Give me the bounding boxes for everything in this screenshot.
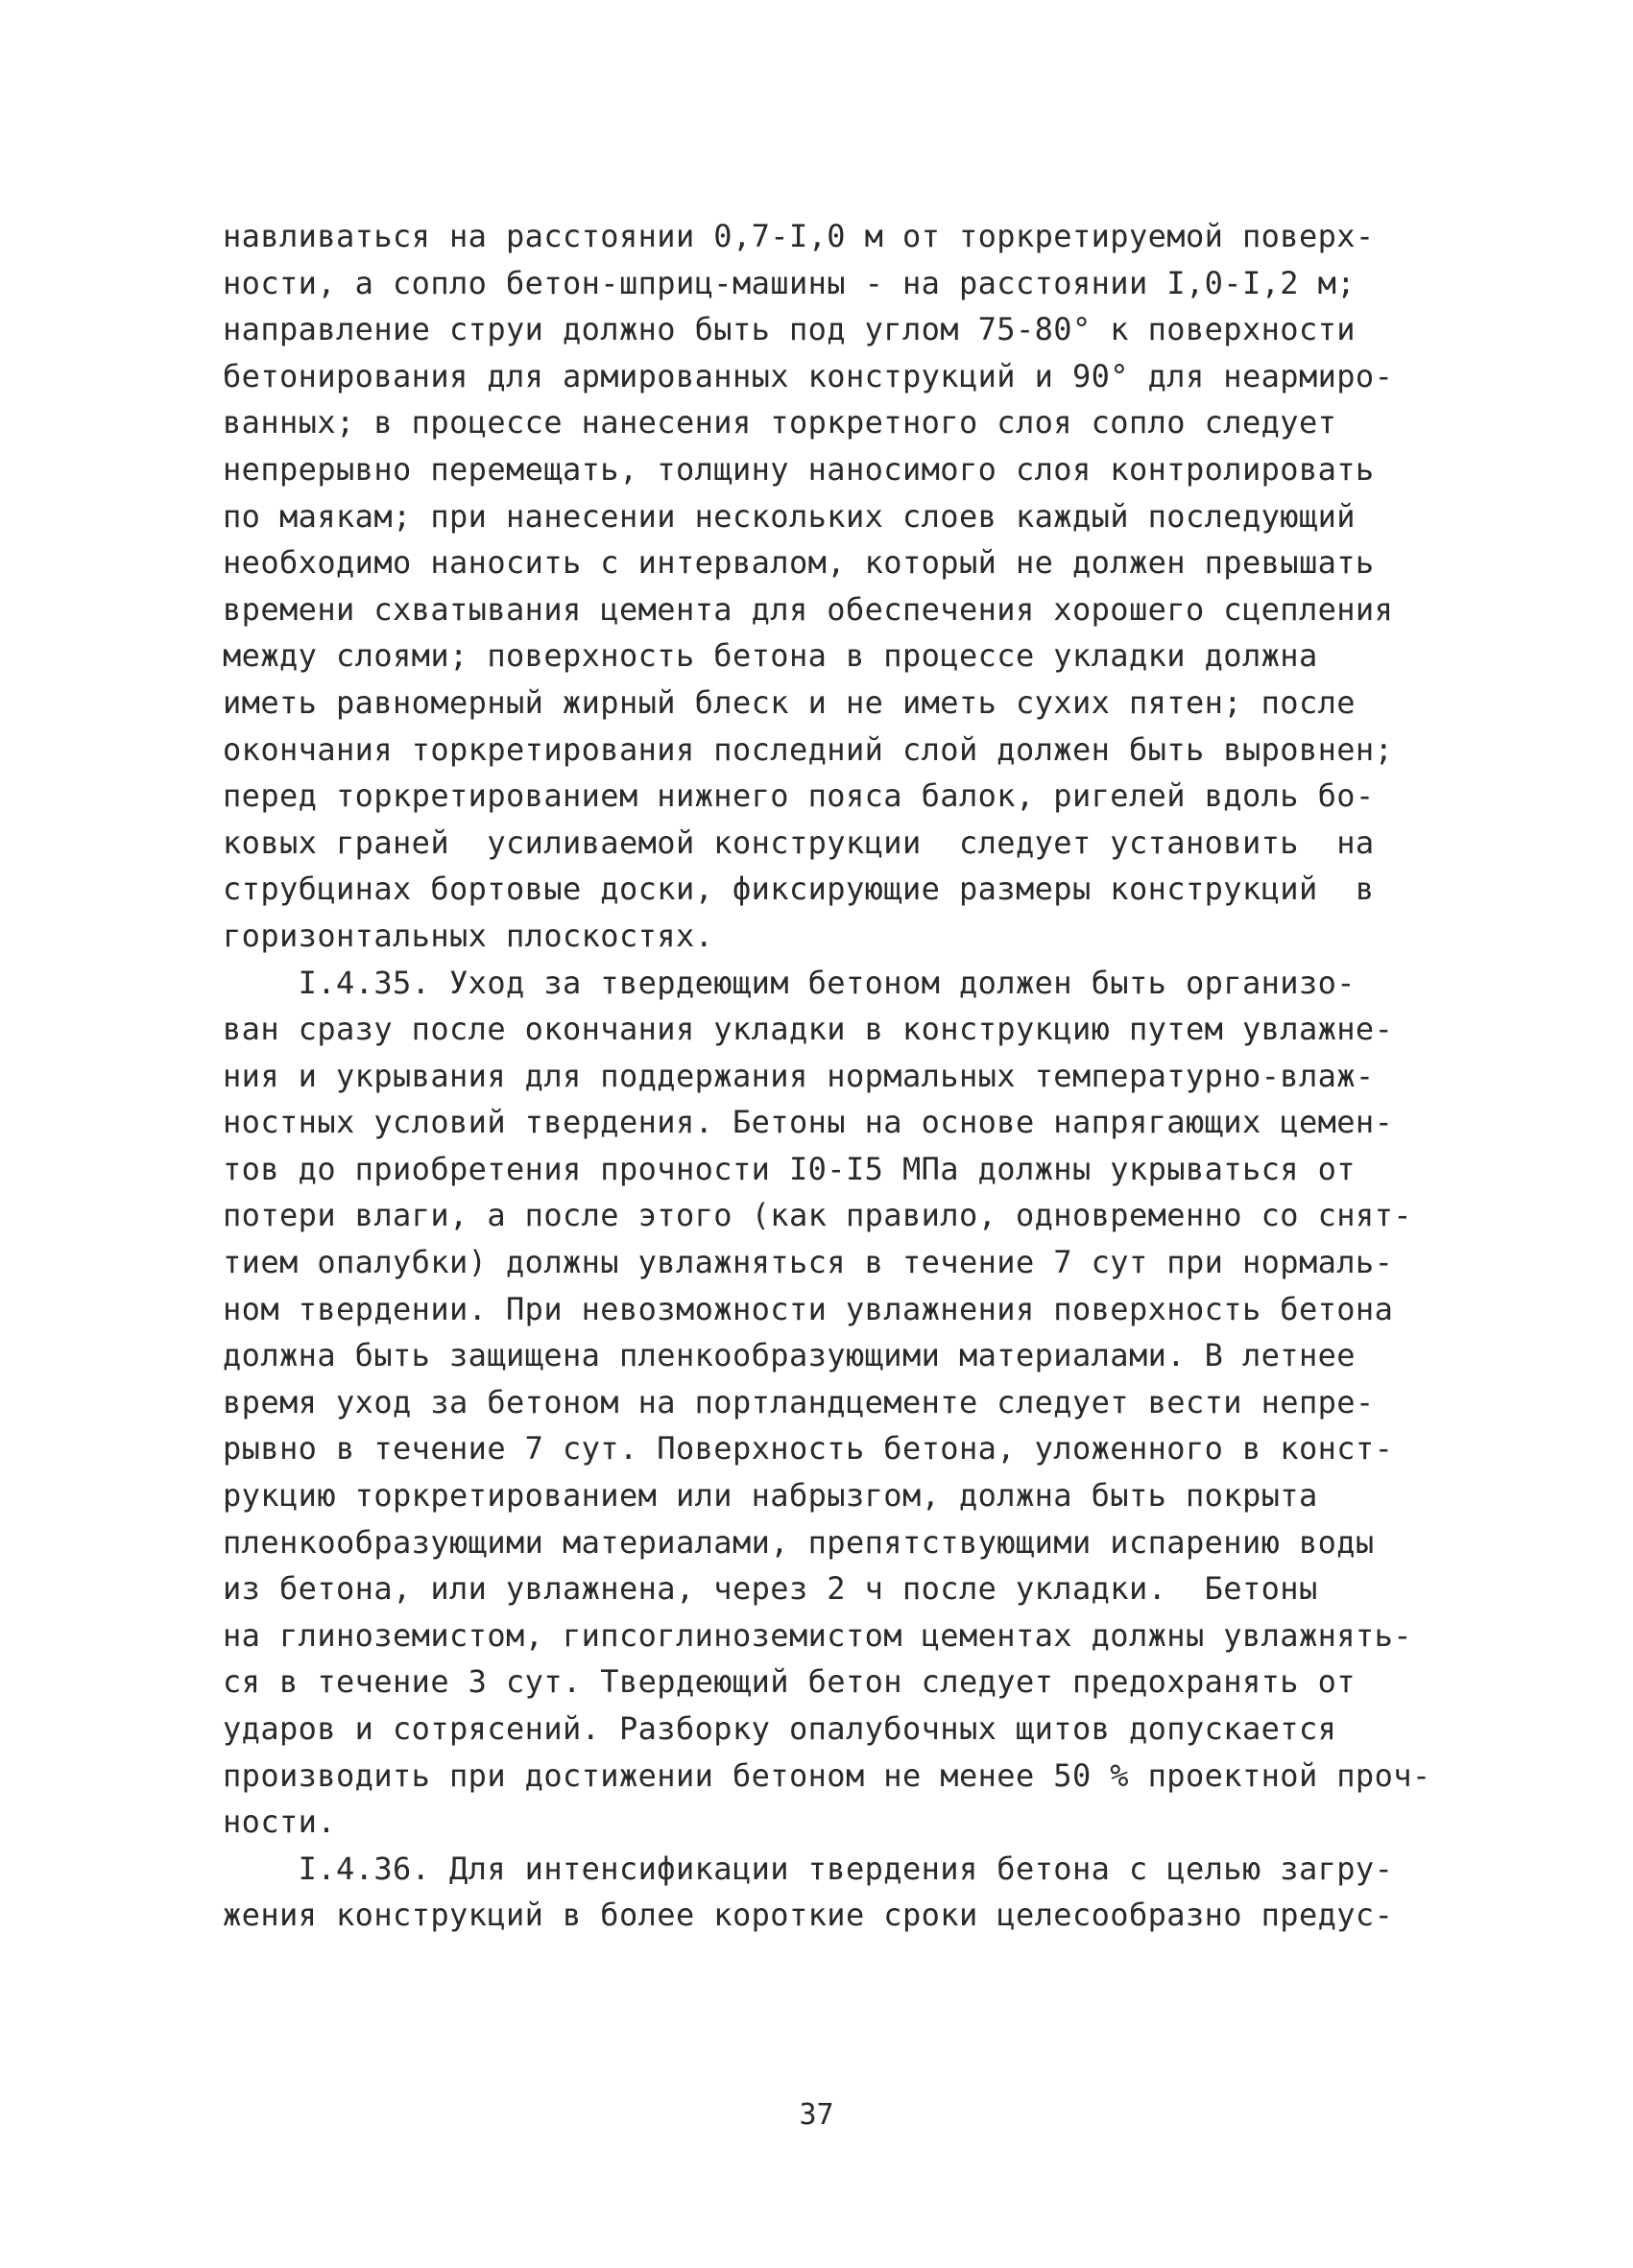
text-line: тием опалубки) должны увлажняться в течение 7 сут при нормаль- — [223, 1244, 1394, 1281]
text-line: жения конструкций в более короткие сроки целесообразно предус- — [223, 1897, 1394, 1934]
text-line: необходимо наносить с интервалом, который не должен превышать — [223, 544, 1375, 582]
text-line: окончания торкретирования последний слой должен быть выровнен; — [223, 730, 1394, 768]
text-line: ном твердении. При невозможности увлажнения поверхность бетона — [223, 1290, 1394, 1327]
text-line: горизонтальных плоскостях. — [223, 917, 714, 954]
text-line: ностных условий твердения. Бетоны на основе напрягающих цемен- — [223, 1104, 1394, 1141]
text-line: пленкообразующими материалами, препятствующими испарению воды — [223, 1523, 1375, 1561]
text-line: ванных; в процессе нанесения торкретного слоя сопло следует — [223, 404, 1337, 442]
text-line: направление струи должно быть под углом 75-80° к поверхности — [223, 311, 1356, 348]
text-line: по маякам; при нанесении нескольких слоев каждый последующий — [223, 497, 1356, 535]
text-line: ван сразу после окончания укладки в конструкцию путем увлажне- — [223, 1011, 1394, 1048]
body-text — [223, 213, 1461, 1939]
text-line: между слоями; поверхность бетона в процессе укладки должна — [223, 637, 1318, 675]
text-line: производить при достижении бетоном не менее 50 % проектной проч- — [223, 1756, 1431, 1794]
text-line: ности, а сопло бетон-шприц-машины - на расстоянии I,0-I,2 м; — [223, 264, 1356, 301]
text-line: ния и укрывания для поддержания нормальных температурно-влаж- — [223, 1057, 1375, 1094]
text-line: струбцинах бортовые доски, фиксирующие размеры конструкций в — [223, 871, 1375, 908]
text-line: иметь равномерный жирный блеск и не иметь сухих пятен; после — [223, 683, 1356, 721]
page-number: 37 — [799, 2098, 834, 2132]
text-line: должна быть защищена пленкообразующими материалами. В летнее — [223, 1337, 1356, 1374]
text-line: перед торкретированием нижнего пояса балок, ригелей вдоль бо- — [223, 777, 1375, 815]
text-line: из бетона, или увлажнена, через 2 ч после укладки. Бетоны — [223, 1570, 1318, 1608]
text-line: рукцию торкретированием или набрызгом, должна быть покрыта — [223, 1477, 1318, 1515]
text-line: на глиноземистом, гипсоглиноземистом цементах должны увлажнять- — [223, 1616, 1412, 1654]
text-line: тов до приобретения прочности I0-I5 МПа должны укрываться от — [223, 1150, 1356, 1187]
text-line: время уход за бетоном на портландцементе следует вести непре- — [223, 1383, 1375, 1420]
text-line: навливаться на расстоянии 0,7-I,0 м от торкретируемой поверх- — [223, 218, 1375, 254]
text-line: ности. — [223, 1803, 336, 1841]
text-line: ковых граней усиливаемой конструкции следует установить на — [223, 824, 1375, 861]
paragraph-start-line: I.4.36. Для интенсификации твердения бетона с целью загру- — [223, 1850, 1394, 1887]
text-line: потери влаги, а после этого (как правило, одновременно со снят- — [223, 1197, 1412, 1234]
paragraph-start-line: I.4.35. Уход за твердеющим бетоном должен быть организо- — [223, 964, 1356, 1001]
text-line: рывно в течение 7 сут. Поверхность бетона, уложенного в конст- — [223, 1430, 1394, 1468]
text-line: времени схватывания цемента для обеспечения хорошего сцепления — [223, 590, 1394, 628]
text-line: ударов и сотрясений. Разборку опалубочных щитов допускается — [223, 1710, 1337, 1747]
text-line: бетонирования для армированных конструкций и 90° для неармиро- — [223, 357, 1394, 394]
text-line: непрерывно перемещать, толщину наносимого слоя контролировать — [223, 450, 1375, 488]
text-line: ся в течение 3 сут. Твердеющий бетон следует предохранять от — [223, 1663, 1356, 1701]
